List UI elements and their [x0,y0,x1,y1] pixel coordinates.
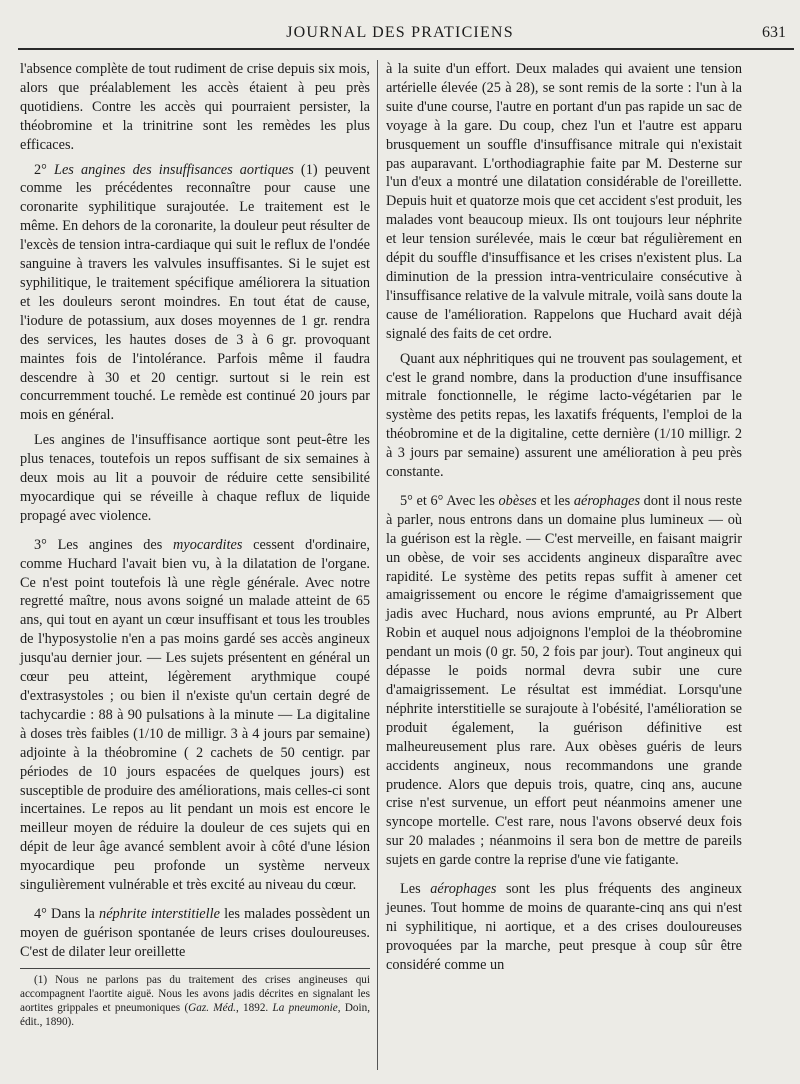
paragraph: à la suite d'un effort. Deux malades qui avaient une tension artérielle élevée (25 à 28), se sont remis de la sorte : l'un à la suite d'une course, l'autre en portant d'un pas rapide un sac de voyage à la gare. Du coup, chez l'un et l'autre est apparu brusquement un souffle d'insuffisance mitrale qui n'existait pas auparavant. L'orthodiagraphie faite par M. Desterne sur l'un d'eux a montré une dilatation considérable de l'oreillette. Depuis huit et quatorze mois que cet accident s'est produit, les malades vont beaucoup mieux. Ils ont toujours leur néphrite et leur tension surélevée, mais le cœur bat régulièrement en dépit du souffle d'insuffisance et les crises n'existent plus. La diminution de la pression intra-ventriculaire consécutive à l'insuffisance relative de la valvule mitrale, voilà sans doute la cause de l'amélioration. Rappelons que Huchard avait déjà signalé des faits de cet ordre. [386,61,742,342]
header-rule [18,48,794,50]
paragraph-text: Les [400,881,431,898]
left-column [20,60,370,1029]
paragraph [20,536,370,895]
footnote-citation: Gaz. Méd. [188,1001,236,1014]
section-number: 3° Les angines des [34,536,174,553]
footnote-text: , 1892. [235,1001,273,1014]
section-heading: obèses [498,492,537,509]
paragraph: Les angines de l'insuffisance aortique sont peut-être les plus tenaces, toutefois un repos suffisant de six semaines à deux mois au lit a pouvoir de réduire cette sensibilité myocardique qui se réveille à chaque reflux de liquide propagé avec violence. [20,432,370,524]
paragraph-text: (1) peuvent comme les précédentes reconnaître pour cause une coronarite syphilitique surajoutée. Le traitement est le même. En dehors de la coronarite, la douleur peut résulter de l'excès de tension intra-cardiaque qui suit le reflux de l'ondée sanguine à travers les valvules insuffisantes. Si le sujet est syphilitique, le traitement spécifique améliorera la situation et les douleurs seront moindres. En tout état de cause, l'iodure de potassium, aux doses moyennes de 1 gr. rendra des services, les hautes doses de 3 à 6 gr. provoquant maintes fois de l'intolérance. Parfois même il faudra descendre à 30 et 20 centigr. surtout si le rein est concurremment touché. Le remède est continué 20 jours par mois en général. [20,161,370,424]
footnote-text: (1) Nous ne parlons pas du traitement des crises angineuses qui accompagnent l'aortite aiguë. Nous les avons jadis décrites en signalant les aortites grippales et pneumoniques ( [20,973,370,1014]
paragraph-text: cessent d'ordinaire, comme Huchard l'avait bien vu, à la dilatation de l'organe. Ce n'est point toutefois là une règle générale. Avec notre regretté maître, nous avons soigné un malade atteint de 65 ans, qui tout en ayant un cœur insuffisant et tous les troubles de l'hyposystolie n'en a pas moins gardé ses accès angineux jusqu'au dernier jour. — Les sujets présentent en général un cœur peu atteint, légèrement arythmique coupé d'extrasystoles ; ou bien il n'existe qu'un certain degré de tachycardie : 88 à 90 pulsations à la minute — La digitaline à doses très faibles (1/10 de milligr. 3 à 4 jours par semaine) adjointe à la théobromine ( 2 cachets de 50 centigr. par périodes de 10 jours espacées de quelques jours) est susceptible de produire des améliorations, mais celles-ci sont incertaines. Le repos au lit pendant un mois est encore le meilleur moyen de réduire la douleur de ces sujets qui en dépit de leur âge avancé semblent avoir à côté d'une lésion myocardique peu profonde un système nerveux singulièrement vulnérable et très excité au niveau du cœur. [20,536,370,894]
paragraph [20,905,370,962]
section-heading: myocardites [173,536,243,553]
paragraph-text: dont il nous reste à parler, nous entrons dans un domaine plus lumineux — où la guérison est la règle. — C'est merveille, en faisant maigrir un obèse, de voir ses accidents angineux disparaître avec rapidité. Le système des petits repas suffit à amener cet amaigrissement ou encore le régime d'amaigrissement que jadis avec Huchard, nous avions emprunté, au Pr Albert Robin et auquel nous adjoignons l'emploi de la théobromine pendant un mois (0 gr. 50, 2 fois par jour). Tout angineux qui dépasse le poids normal devra subir une cure d'amaigrissement. Le résultat est immédiat. Lorsqu'une néphrite interstitielle se surajoute à l'obésité, l'amélioration se produit également, la guérison définitive est malheureusement plus rare. Aux obèses guéris de leurs accidents angineux, nous recommandons une grande prudence. Alors que depuis trois, quatre, cinq ans, aucune crise n'est survenue, un effort peut néanmoins amener une syncope mortelle. C'est rare, nous l'avons observé deux fois sur 20 malades ; néanmoins il sera bon de mettre de pareils sujets en garde contre la reprise d'une vie fatigante. [386,492,742,869]
column-divider [377,60,378,1070]
right-column [386,60,742,981]
paragraph-text: les malades possèdent un moyen de guérison spontanée de leurs crises douloureuses. C'est de dilater leur oreillette [20,905,370,960]
section-number: 5° et 6° Avec les [400,492,499,509]
footnote-rule [20,968,370,969]
paragraph [386,492,742,870]
page-header [0,14,800,46]
paragraph-text: et les [536,492,574,509]
section-heading: Les angines des insuffisances aortiques [54,161,294,178]
paragraph [386,880,742,975]
section-heading: néphrite interstitielle [99,905,220,922]
journal-title: JOURNAL DES PRATICIENS [286,24,514,41]
section-number: 2° [34,161,54,178]
section-heading: aérophages [573,492,641,509]
paragraph: Quant aux néphritiques qui ne trouvent pas soulagement, et c'est le grand nombre, dans la production d'une insuffisance mitrale fonctionnelle, le régime lacto-végétarien par le système des petits repas, les laxatifs fréquents, l'emploi de la théobromine et de la digitaline, cette dernière (1/10 milligr. 2 à 3 jours par semaine) assurent une amélioration à peu près constante. [386,350,742,481]
section-heading: aérophages [430,881,497,898]
footnote-text: , Doin, édit., 1890). [20,1001,370,1028]
footnote [20,973,370,1029]
footnote-citation: La pneumonie [272,1001,338,1014]
section-number: 4° Dans la [34,905,100,922]
paragraph [20,161,370,426]
paragraph: l'absence complète de tout rudiment de crise depuis six mois, alors que préalablement les accès étaient à peu près quotidiens. Contre les accès qui pourraient persister, la théobromine et la trinitrine sont les remèdes les plus efficaces. [20,61,370,153]
page-number: 631 [762,24,786,41]
paragraph-text: sont les plus fréquents des angineux jeunes. Tout homme de moins de quarante-cinq ans qui n'est ni syphilitique, ni aortique, et a des crises douloureuses provoquées par la marche, peut presque à coup sûr être considéré comme un [386,881,743,973]
